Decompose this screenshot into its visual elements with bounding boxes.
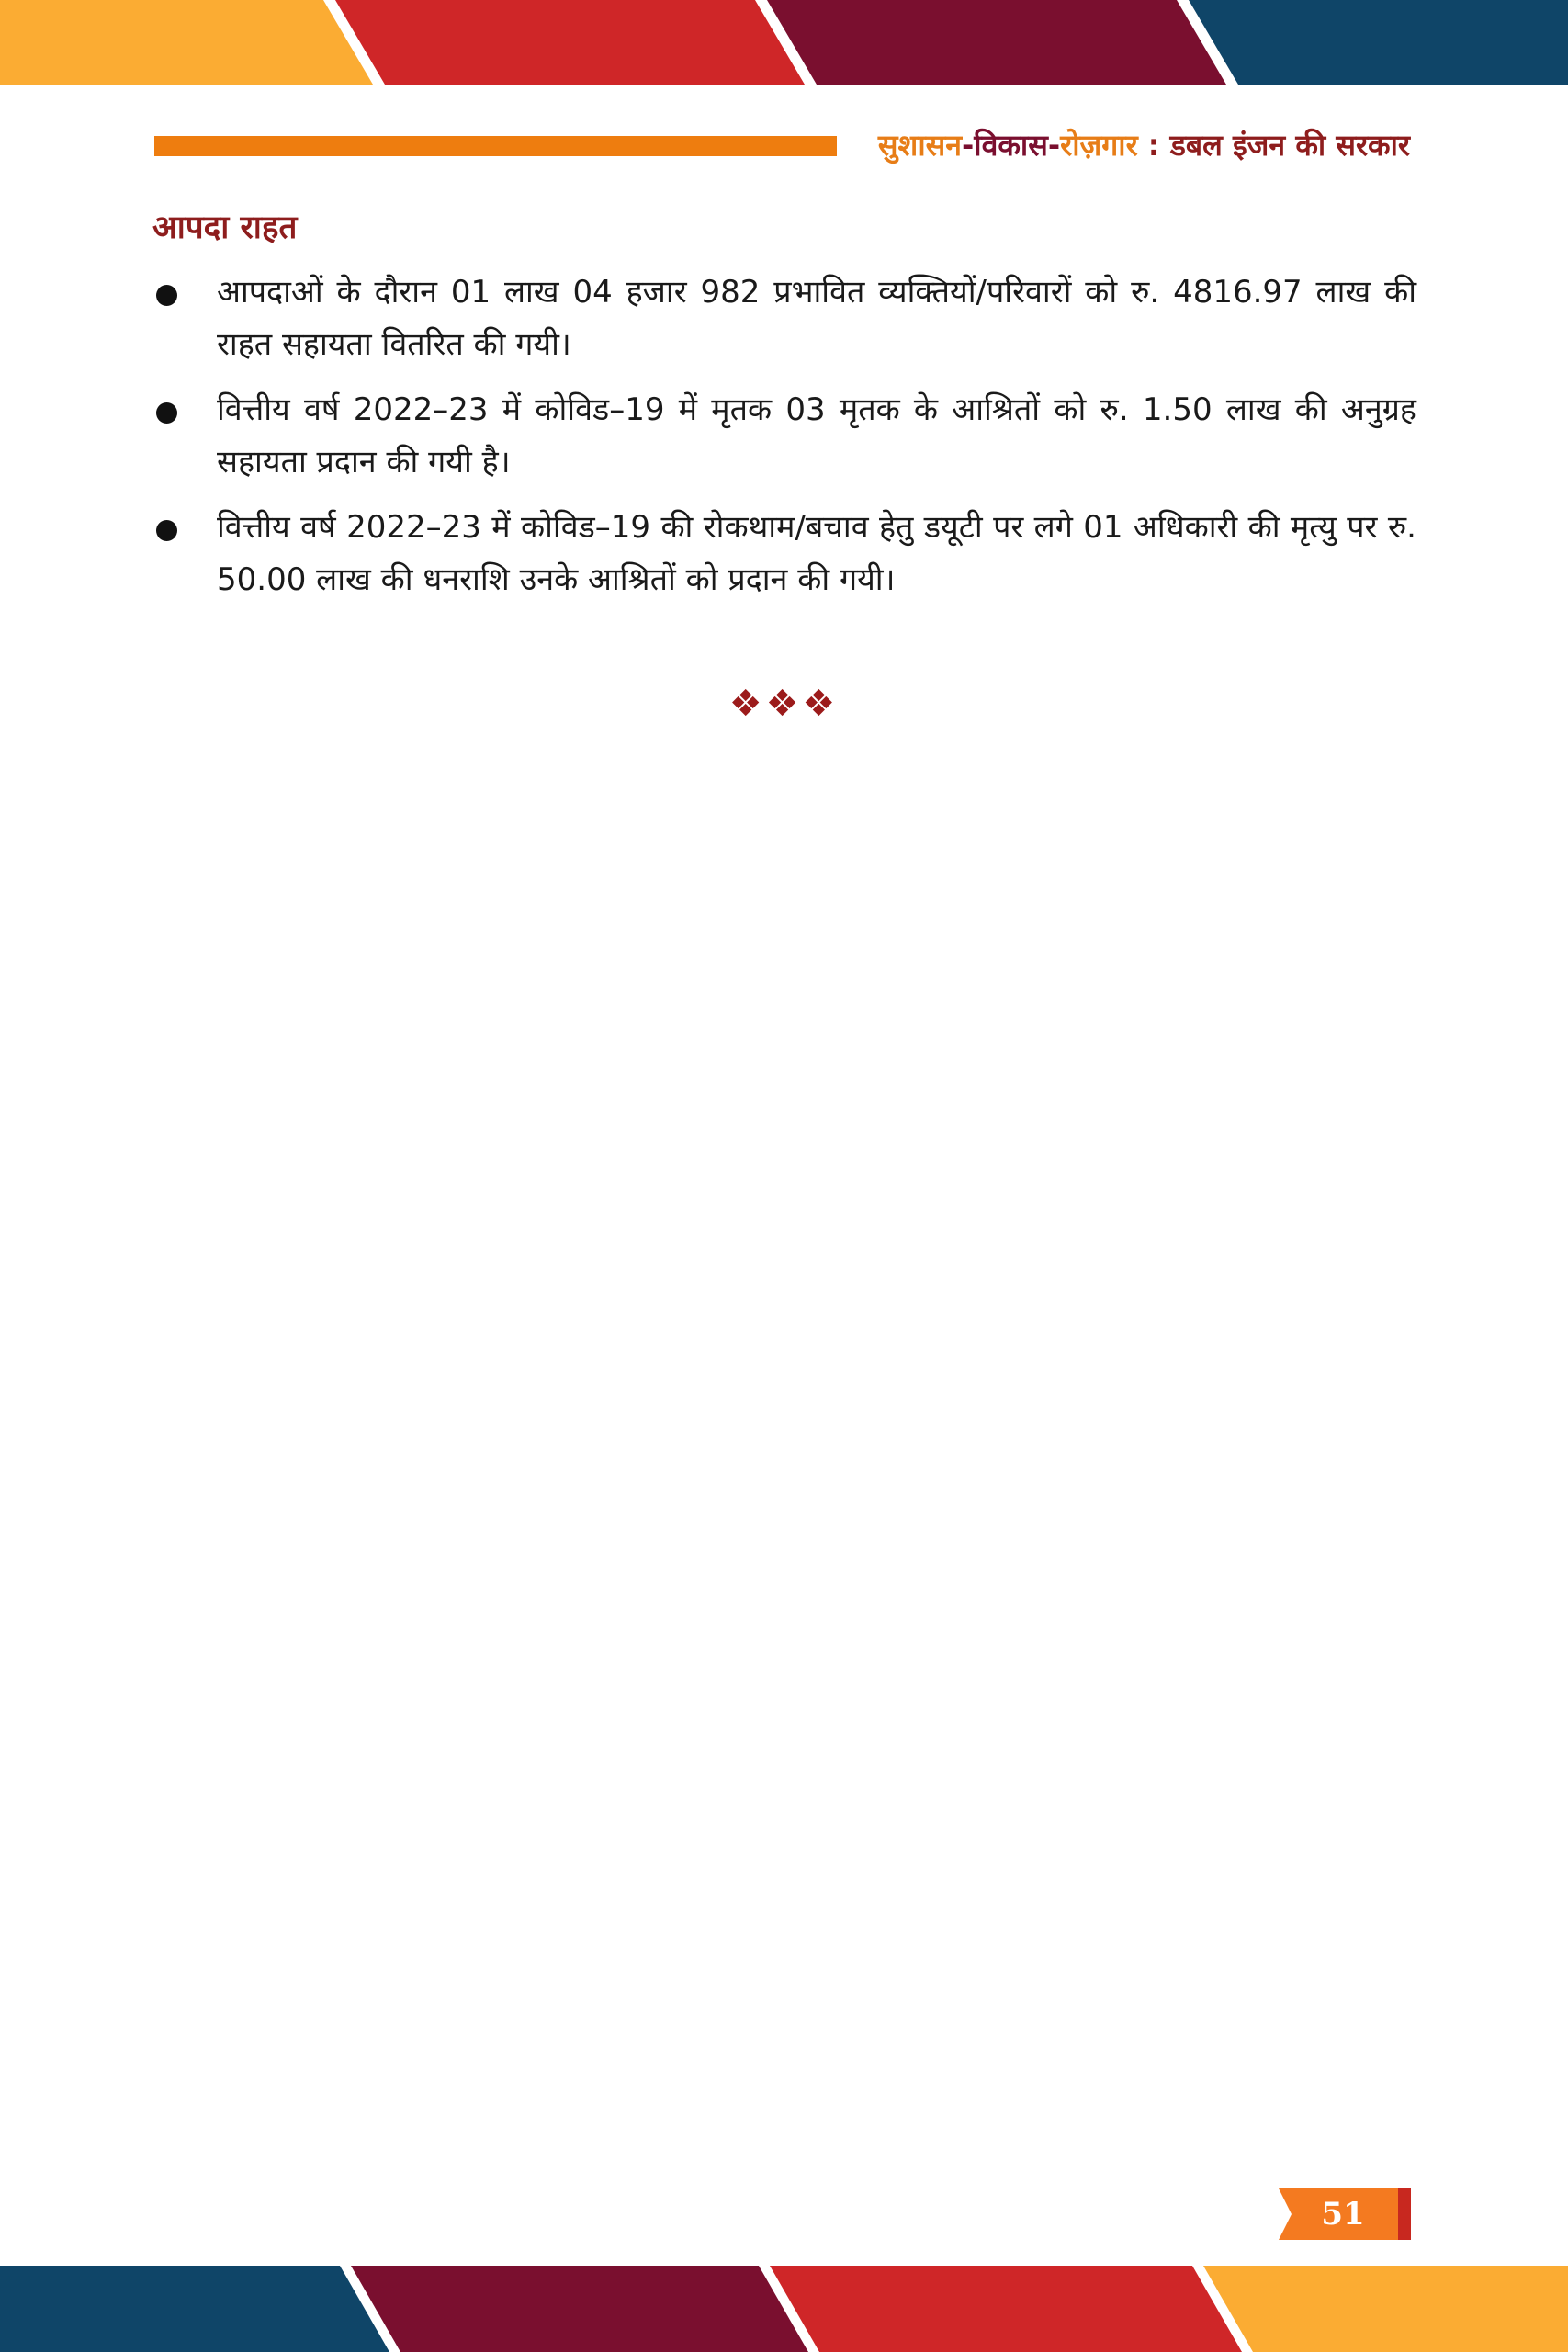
list-item xyxy=(152,266,1416,371)
page-tab-edge xyxy=(1398,2188,1411,2240)
bottom-stripe-maroon xyxy=(351,2266,808,2352)
header-title-part: सुशासन xyxy=(877,128,962,163)
bottom-stripe-red xyxy=(770,2266,1242,2352)
section-heading: आपदा राहत xyxy=(152,209,298,246)
bullet-text: आपदाओं के दौरान 01 लाख 04 हजार 982 प्रभावित व्यक्तियों/परिवारों को रु. 4816.97 लाख की राहत सहायता वितरित की गयी। xyxy=(217,274,1416,363)
top-stripe-red xyxy=(335,0,805,85)
bottom-stripe-navy xyxy=(0,2266,389,2352)
bullet-dot-icon xyxy=(156,285,177,306)
header-title-part: रोज़गार xyxy=(1060,128,1138,163)
top-stripe-navy xyxy=(1189,0,1568,85)
bullet-text: वित्तीय वर्ष 2022–23 में कोविड–19 में मृतक 03 मृतक के आश्रितों को रु. 1.50 लाख की अनुग्रह सहायता प्रदान की गयी है। xyxy=(217,391,1416,481)
header-title-part: - xyxy=(1047,128,1061,163)
bottom-color-band xyxy=(0,2266,1568,2352)
top-stripe-orange xyxy=(0,0,373,85)
bottom-stripe-orange xyxy=(1203,2266,1568,2352)
header-title-part: - xyxy=(962,128,975,163)
top-band-stripes xyxy=(0,0,1568,85)
top-color-band xyxy=(0,0,1568,85)
bullet-dot-icon xyxy=(156,402,177,424)
bullet-text: वित्तीय वर्ष 2022–23 में कोविड–19 की रोकथाम/बचाव हेतु डयूटी पर लगे 01 अधिकारी की मृत्यु पर रु. 50.00 लाख की धनराशि उनके आश्रितों को प्रदान की गयी। xyxy=(217,509,1416,598)
header-rule xyxy=(154,136,837,156)
list-item xyxy=(152,502,1416,606)
header-title-part: : डबल इंजन की सरकार xyxy=(1137,128,1410,163)
top-stripe-maroon xyxy=(767,0,1226,85)
list-item xyxy=(152,384,1416,489)
header-title-part: विकास xyxy=(974,128,1048,163)
bullet-dot-icon xyxy=(156,520,177,541)
bottom-band-stripes xyxy=(0,2266,1568,2352)
page-number-tab xyxy=(1279,2187,1416,2242)
page-number: 51 xyxy=(1321,2196,1365,2233)
section-end-ornament-icon: ❖❖❖ xyxy=(728,683,840,725)
running-header-title xyxy=(878,125,1410,165)
bullet-list xyxy=(152,266,1416,619)
